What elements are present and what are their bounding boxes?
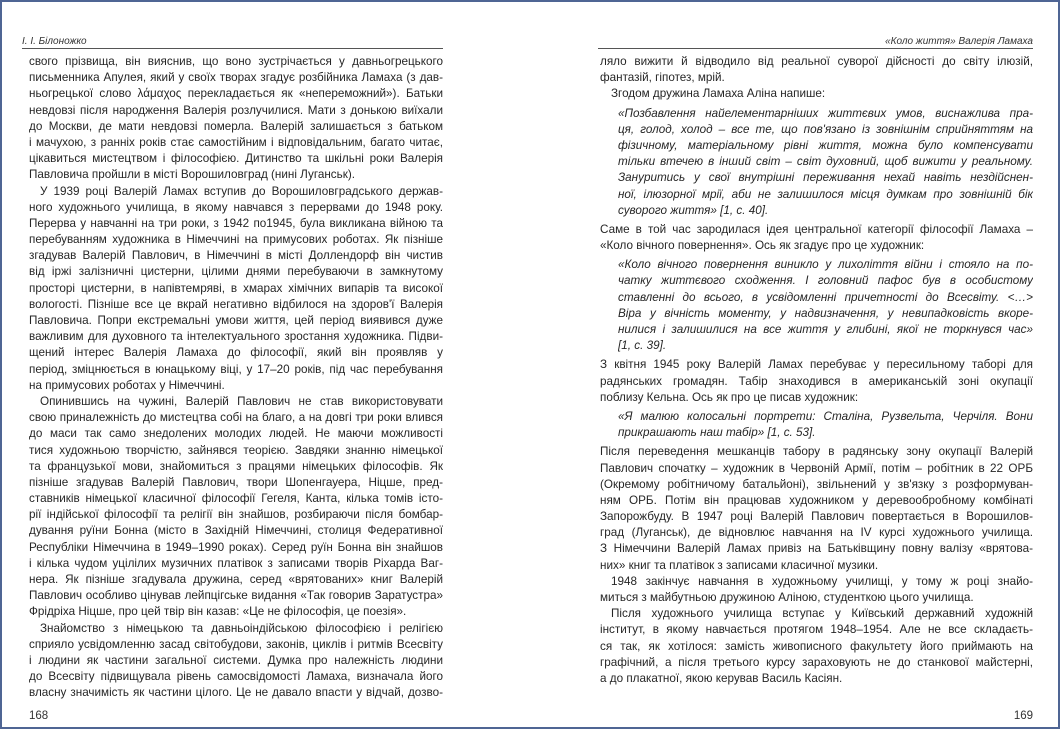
text-line: Після художнього училища вступає у Київський державний художній [611, 607, 1033, 621]
text-line: ного художнього училища, в якому навчався з перервами до 1948 року. [29, 200, 443, 214]
text-line: графічний, а після третього курсу зараховують не до станкової майстерні, [600, 655, 1033, 669]
text-line: ставників німецької класичної філософії Гегеля, Канта, кілька томів істо- [29, 492, 443, 506]
text-line: «Коло вічного повернення виникло у лихоліття війни і стояло на по- [618, 258, 1033, 272]
text-line: згадував Валерій Павлович, в Німеччині в місті Доллендорф він чистив [29, 249, 443, 263]
text-line: і людини як частини загальної системи. Думка про належність людини [29, 653, 443, 667]
text-line: прикрашають наш табір» [1, с. 53]. [618, 426, 816, 440]
text-line: Запорожбуду. В 1947 році Валерій Павлович повертається в Ворошилов- [600, 510, 1033, 524]
text-line: Павловича. Попри екстремальні умови життя, цей період виявився дуже [29, 314, 443, 327]
text-line: тільки втечею в інший світ – світ духовний, щоб вижити у реальному. [618, 155, 1033, 169]
text-line: ставленні до всього, в усвідомленні причетності до Всесвіту. <…> [618, 290, 1033, 304]
text-line: Після переведення мешканців табору в радянську зону окупації Валерій [600, 445, 1033, 459]
text-line: 1948 закінчує навчання в художньому училищі, у тому ж році знайо- [611, 574, 1033, 588]
text-line: нилися і залишилися на все життя у глибині, якої не торкнувся час» [618, 323, 1033, 336]
text-line: сприяло усвідомленню засад світобудови, законів, циклів і ритмів Всесвіту [29, 637, 443, 651]
right-running-head: «Коло життя» Валерія Ламаха [885, 36, 1033, 47]
text-line: Павлович спочатку – художник в Червоній Армії, потім – робітник в 22 ОРБ [600, 461, 1033, 475]
text-line: та французької мови, знайомиться з працями німецьких філософів. Як [29, 459, 443, 473]
left-running-head: І. І. Білоножко [22, 36, 87, 47]
text-line: Зануритись у свої внутрішні переживання нехай навіть нездійснен- [618, 171, 1033, 185]
text-line: [1, с. 39]. [618, 339, 667, 353]
text-line: від іржі залізничні цистерни, цілими днями перебуваючи в замкнутому [29, 265, 443, 279]
text-line: ляло вижити й відводило від реальної суворої дійсності до світу ілюзій, [600, 55, 1033, 68]
text-line: миться з майбутньою дружиною Аліною, студенткою цього училища. [600, 591, 974, 604]
block-quote [618, 409, 1033, 441]
text-line: письменника Апулея, який у своїх творах згадує розбійника Ламаха (з дав- [29, 71, 443, 85]
text-line: град (Луганськ), де відновлює навчання на IV курсі художнього училища. [600, 526, 1033, 540]
text-line: на примусових роботах у Німеччині. [29, 378, 225, 392]
text-line: Віра у вічність моменту, у надвизначення, у невипадковість вкоре- [618, 306, 1033, 320]
text-line: період, зміцнюється в юнацькому віці, у 17–20 років, під час перебування [29, 362, 443, 376]
paragraph [600, 574, 1033, 606]
text-line: Республіки Німеччина в 1949–1990 роках). Серед руїн Бонна він знайшов [29, 540, 443, 554]
paragraph [29, 394, 443, 621]
text-line: до Всесвіту підвищувала рівень самосвідомості Ламаха, визначала його [29, 670, 443, 684]
text-line: Згодом дружина Ламаха Аліна напише: [611, 87, 826, 101]
text-line: Фрідріха Ніцше, про цей твір він казав: «Це не філософія, це поезія». [29, 605, 407, 619]
text-line: свого прізвища, він вияснив, що воно зустрічається у давньогрецького [29, 55, 443, 68]
text-line: «Позбавлення найелементарніших життєвих умов, виснажлива пра- [618, 106, 1033, 120]
text-line: пізніше згадував Валерій Павлович, твори Шопенгауера, Ніцше, пред- [29, 475, 443, 489]
text-line: тися художньою творчістю, зайнявся теорією. Завдяки знанню німецької [29, 443, 443, 457]
paragraph [600, 222, 1033, 254]
paragraph [600, 357, 1033, 406]
text-line: суворого життя» [1, с. 40]. [618, 203, 769, 217]
text-line: інститут, в якому навчається протягом 1948–1954. Але не все складаєть- [600, 623, 1033, 637]
block-quote [618, 106, 1033, 219]
paragraph [29, 54, 443, 184]
text-line: свою приналежність до мистецтва собі на благо, а на довгі три роки влився [29, 411, 443, 425]
paragraph [600, 86, 1033, 102]
text-line: Павловича пройшли в місті Ворошиловград (нині Луганськ). [29, 168, 355, 182]
text-line: важливим для духовного та інтелектуального зростання художника. Підви- [29, 330, 443, 344]
text-line: нера. Як пізніше згадувала дружина, серед «врятованих» книг Валерій [29, 573, 443, 586]
text-line: ся так, як хотілося: замість живописного факультету його приймають на [600, 639, 1033, 653]
block-quote [618, 257, 1033, 354]
text-line: власну значимість як частини цілого. Це не давало впасти у відчай, дозво- [29, 686, 443, 700]
text-line: і кілька чудом уцілілих музичних платівок з записами творів Ріхарда Ваг- [29, 556, 443, 570]
text-line: Знайомство з німецькою та давньоіндійською філософією і релігією [40, 621, 443, 635]
text-line: до Москви, де мати невдовзі померла. Валерій залишається з батьком [29, 119, 443, 133]
text-line: У 1939 році Валерій Ламах вступив до Ворошиловградського держав- [40, 184, 443, 198]
text-line: невдовзі після народження Валерія розлучилися. Мати з донькою виїхали [29, 103, 443, 117]
text-line: фізичному, матеріальному рівні життя, можна було компенсувати [618, 138, 1033, 152]
text-line: Саме в той час зародилася ідея центральної категорії філософії Ламаха – [600, 222, 1033, 236]
text-line: фантазій, гіпотез, мрій. [600, 71, 725, 85]
text-line: і мачухою, з ранніх років стає самостійним і відповідальним, багато читає, [29, 135, 443, 149]
right-page-number: 169 [1013, 710, 1033, 722]
text-line: ця, голод, холод – все те, що пов'язано із зовнішнім сприйняттям на [618, 122, 1033, 136]
left-page-body [29, 54, 443, 702]
paragraph [600, 54, 1033, 86]
left-header-rule [22, 48, 443, 49]
text-line: З Німеччини Валерій Ламах привіз на Батьківщину повну валізу «врятова- [600, 542, 1033, 556]
text-line: рії індійської філософії та релігії він знайшов, розбираючи після бомбар- [29, 508, 443, 522]
text-line: до маси так само знедолених молодих людей. Не маючи можливості [29, 427, 443, 441]
text-line: Перерва у навчанні на три роки, з 1942 по1945, була викликана війною та [29, 216, 443, 230]
text-line: ням ОРБ. Потім він працював художником у деревообробному комбінаті [600, 493, 1033, 507]
text-line: просторі цистерни, в напівтемряві, в хмарах хімічних випарів та високої [29, 281, 443, 295]
right-page-body [600, 54, 1033, 687]
paragraph [29, 184, 443, 394]
text-line: ної, ілюзорної мрії, аби не залишилося місця думкам про зовнішній бік [618, 187, 1033, 201]
text-line: «Я малюю колосальні портрети: Сталіна, Рузвельта, Черчіля. Вони [618, 409, 1033, 423]
paragraph [600, 444, 1033, 574]
right-header-rule [598, 48, 1033, 49]
text-line: (Окремому робітничому батальйоні), звільнений у зв'язку з розформуван- [600, 477, 1033, 491]
text-line: «Коло вічного повернення». Ось як згадує про це художник: [600, 239, 925, 253]
text-line: радянських громадян. Табір знаходився в американській зоні окупації [600, 374, 1033, 388]
text-line: чатку життєвого сходження. І головний пафос був в особистому [618, 274, 1033, 288]
text-line: ньогрецької слово λάμαχος перекладається як «непереможний»). Батьки [29, 87, 443, 101]
text-line: З квітня 1945 року Валерій Ламах перебуває у пересильному таборі для [600, 358, 1033, 372]
text-line: Павлович особливо цінував лейпцігське видання «Так говорив Заратустра» [29, 589, 443, 603]
text-line: щений інтерес Валерія Ламаха до філософії, який він проявляв у [29, 346, 443, 360]
text-line: дування руїни Бонна (місто в Західній Німеччині, столиця Федеративної [29, 524, 443, 538]
text-line: них» книг та платівок з записами класичної музики. [600, 558, 879, 572]
text-line: Опинившись на чужині, Валерій Павлович не став використовувати [40, 394, 443, 408]
text-line: перебуванням художника в Німеччині на примусових роботах. Як пізніше [29, 233, 443, 247]
text-line: цікавиться мистецтвом і філософією. Дитинство та шкільні роки Валерія [29, 152, 443, 166]
left-page-number: 168 [29, 710, 49, 722]
text-line: вологості. Пізніше все це вкрай негативно відбилося на здоров'ї Валерія [29, 297, 443, 311]
paragraph [29, 621, 443, 702]
text-line: поблизу Кельна. Ось як про це писав художник: [600, 390, 859, 404]
paragraph [600, 606, 1033, 687]
text-line: а до плакатної, якою керував Василь Касіян. [600, 671, 843, 685]
